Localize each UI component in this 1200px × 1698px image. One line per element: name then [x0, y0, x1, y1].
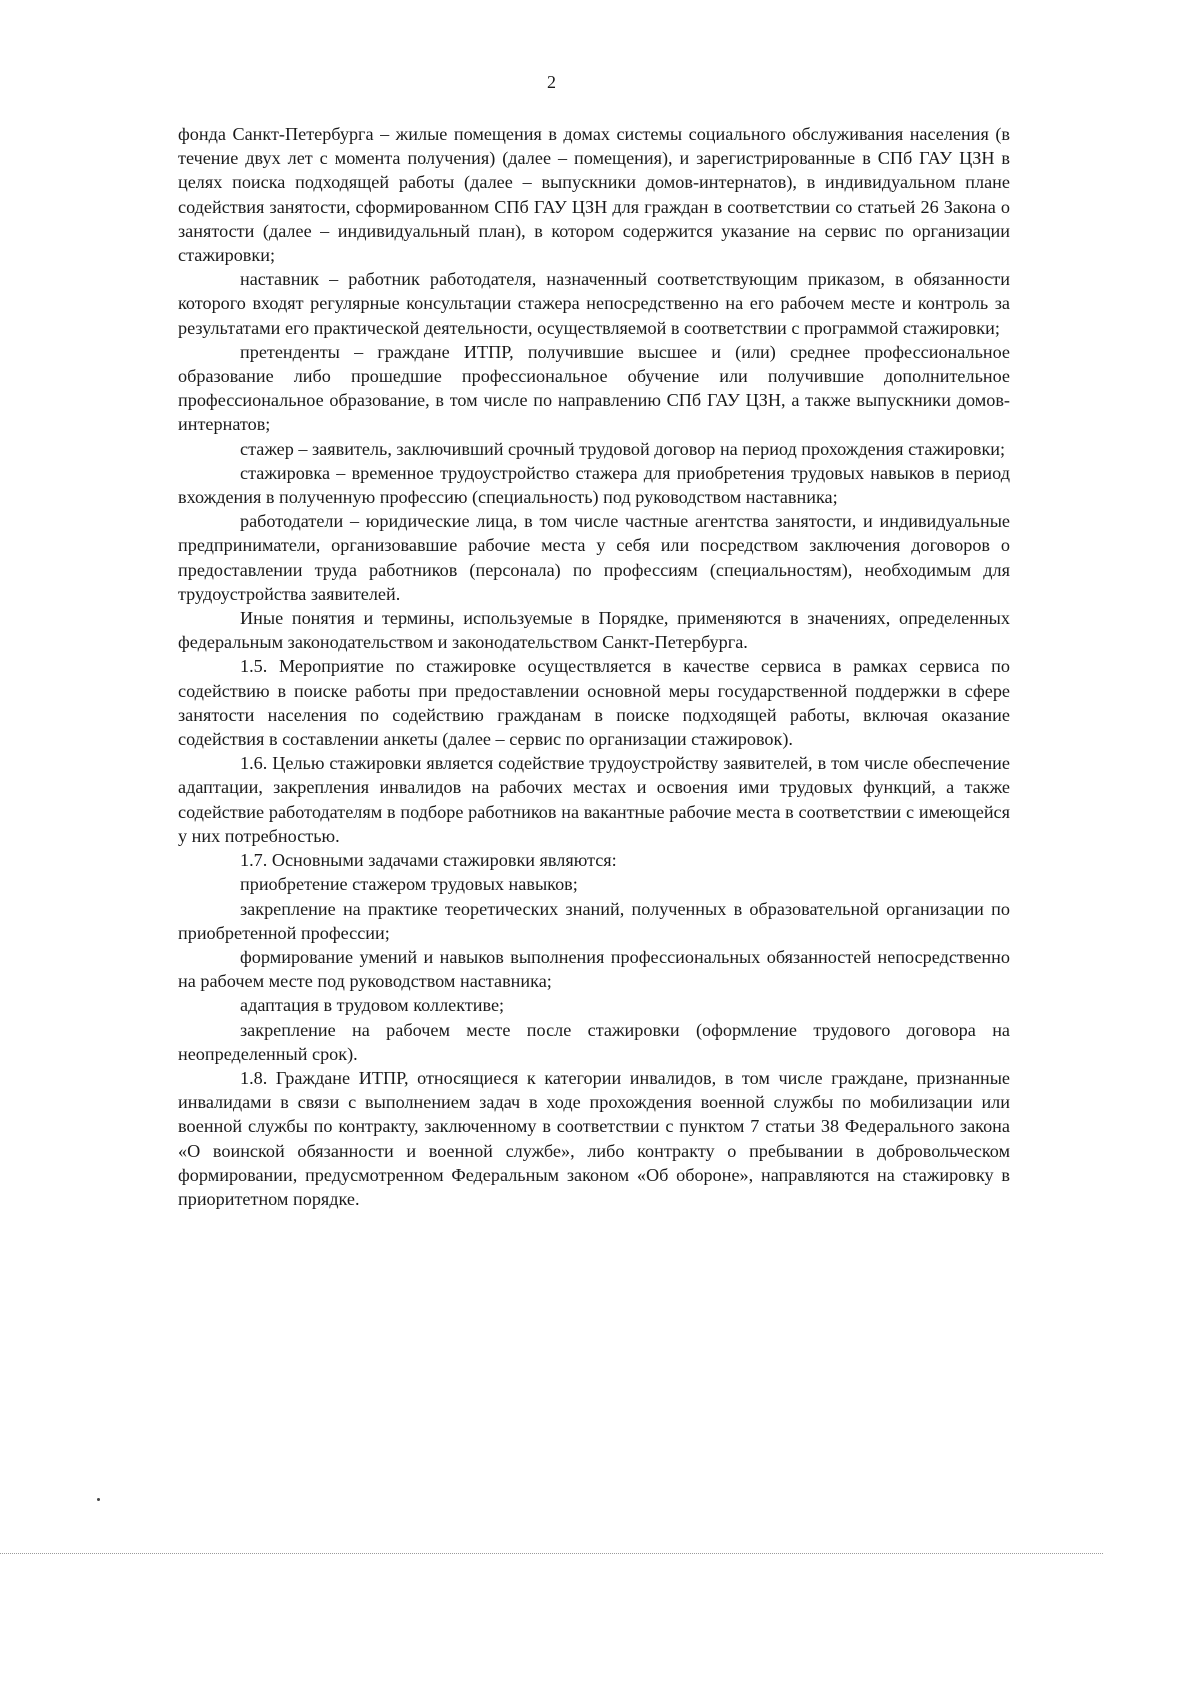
paragraph: работодатели – юридические лица, в том числе частные агентства занятости, и индивидуальные предприниматели, организовавшие рабочие места у себя или посредством заключения договоров о предоставлении труда работников (персонала) по профессиям (специальностям), необходимым для трудоустройства заявителей. — [178, 511, 1010, 604]
paragraph: формирование умений и навыков выполнения профессиональных обязанностей непосредственно на рабочем месте под руководством наставника; — [178, 946, 1010, 992]
paragraph: адаптация в трудовом коллективе; — [240, 995, 505, 1016]
paragraph: 1.8. Граждане ИТПР, относящиеся к категории инвалидов, в том числе граждане, признанные инвалидами в связи с выполнением задач в ходе прохождения военной службы по мобилизации или военной службы по контракту, заключенному в соответствии с пунктом 7 статьи 38 Федерального закона «О воинской обязанности и военной службе», либо контракту о пребывании в добровольческом формировании, предусмотренном Федеральным законом «Об обороне», направляются на стажировку в приоритетном порядке. — [178, 1067, 1010, 1209]
paragraph: Иные понятия и термины, используемые в Порядке, применяются в значениях, определенных федеральным законодательством и законодательством Санкт-Петербурга. — [178, 608, 1010, 653]
paragraph: фонда Санкт-Петербурга – жилые помещения в домах системы социального обслуживания населения (в течение двух лет с момента получения) (далее – помещения), и зарегистрированные в СПб ГАУ ЦЗН в целях поиска подходящей работы (далее – выпускники домов-интернатов), в индивидуальном плане содействия занятости, сформированном СПб ГАУ ЦЗН для граждан в соответствии со статьей 26 Закона о занятости (далее – индивидуальный план), в котором содержится указание на сервис по организации стажировки; — [178, 124, 1010, 266]
paragraph: стажер – заявитель, заключивший срочный трудовой договор на период прохождения стажировки; — [240, 438, 1006, 459]
paragraph: приобретение стажером трудовых навыков; — [240, 874, 578, 895]
paragraph: закрепление на рабочем месте после стажировки (оформление трудового договора на неопределенный срок). — [178, 1019, 1010, 1064]
scan-artifact-line — [0, 1553, 1103, 1554]
scan-artifact-dot — [97, 1498, 100, 1501]
paragraph: стажировка – временное трудоустройство стажера для приобретения трудовых навыков в период вхождения в полученную профессию (специальность) под руководством наставника; — [178, 462, 1010, 508]
document-body — [178, 122, 1010, 1211]
paragraph: наставник – работник работодателя, назначенный соответствующим приказом, в обязанности которого входят регулярные консультации стажера непосредственно на его рабочем месте и контроль за результатами его практической деятельности, осуществляемой в соответствии с программой стажировки; — [178, 269, 1010, 338]
paragraph: претенденты – граждане ИТПР, получившие высшее и (или) среднее профессиональное образование либо прошедшие профессиональное обучение или получившие дополнительное профессиональное образование, в том числе по направлению СПб ГАУ ЦЗН, а также выпускники домов-интернатов; — [178, 341, 1010, 435]
page-number: 2 — [547, 72, 556, 92]
paragraph: закрепление на практике теоретических знаний, полученных в образовательной организации по приобретенной профессии; — [178, 898, 1010, 943]
paragraph: 1.7. Основными задачами стажировки являются: — [240, 850, 617, 871]
paragraph: 1.5. Мероприятие по стажировке осуществляется в качестве сервиса в рамках сервиса по содействию в поиске работы при предоставлении основной меры государственной поддержки в сфере занятости населения по содействию гражданам в поиске подходящей работы, включая оказание содействия в составлении анкеты (далее – сервис по организации стажировок). — [178, 656, 1010, 750]
paragraph: 1.6. Целью стажировки является содействие трудоустройству заявителей, в том числе обеспечение адаптации, закрепления инвалидов на рабочих местах и освоения ими трудовых функций, а также содействие работодателям в подборе работников на вакантные рабочие места в соответствии с имеющейся у них потребностью. — [178, 753, 1010, 846]
